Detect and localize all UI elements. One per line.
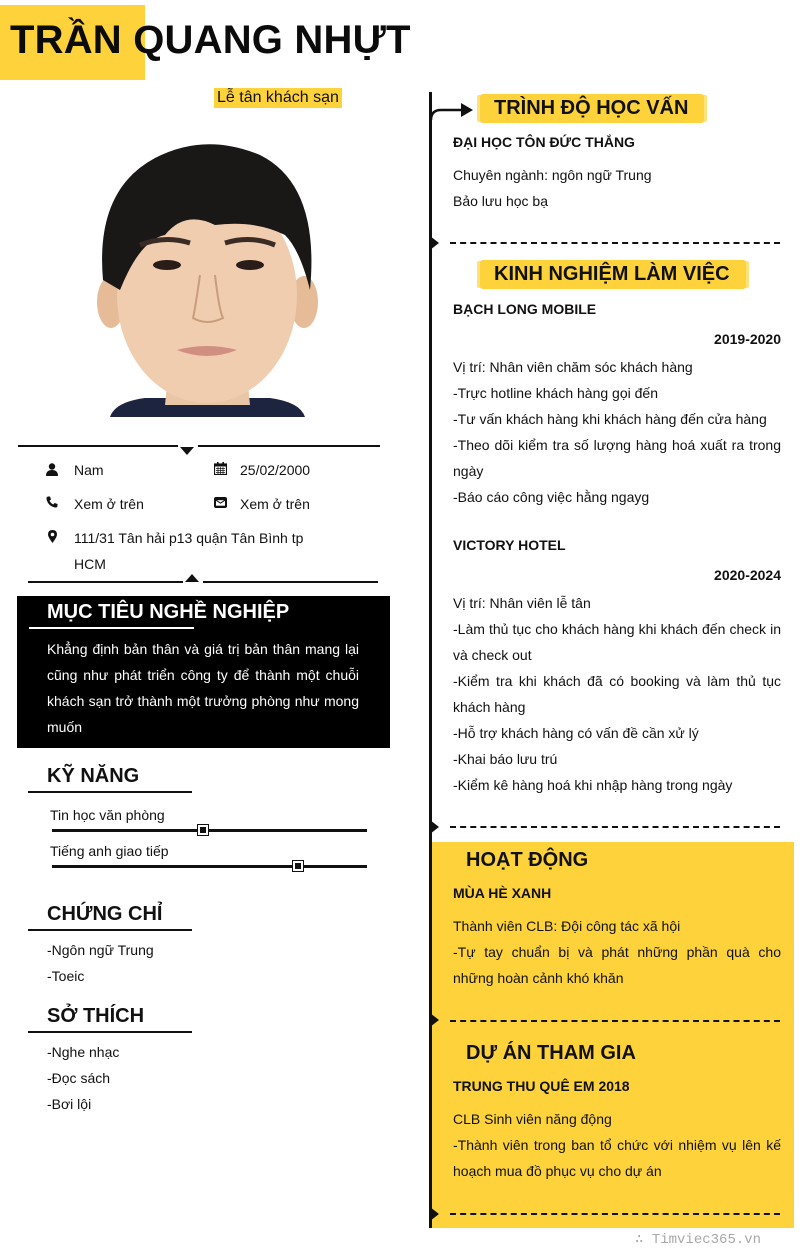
- dashed-divider: [450, 242, 780, 244]
- skills-title: KỸ NĂNG: [47, 765, 140, 787]
- certificate-item: -Toeic: [47, 968, 85, 984]
- divider-line: [198, 445, 380, 447]
- project-line: CLB Sinh viên năng động: [453, 1111, 612, 1127]
- company-name: BẠCH LONG MOBILE: [453, 301, 597, 317]
- section-underline: [28, 791, 192, 793]
- arrow-right-icon: [429, 100, 474, 122]
- experience-title: KINH NGHIỆM LÀM VIỆC: [480, 260, 746, 289]
- email-value: Xem ở trên: [240, 496, 310, 512]
- skill-label: Tin học văn phòng: [50, 807, 165, 823]
- job-line: -Báo cáo công việc hằng ngayg: [453, 489, 650, 505]
- project-name: TRUNG THU QUÊ EM 2018: [453, 1078, 630, 1094]
- candidate-name: TRẦN QUANG NHỰT: [10, 18, 411, 62]
- timeline-marker-icon: [430, 1013, 439, 1027]
- timeline-marker-icon: [430, 1207, 439, 1221]
- job-line: Vị trí: Nhân viên lễ tân: [453, 595, 591, 611]
- job-line: -Làm thủ tục cho khách hàng khi khách đến check in và check out: [453, 621, 781, 663]
- hobbies-title: SỞ THÍCH: [47, 1005, 145, 1027]
- timeline-marker-icon: [430, 236, 439, 250]
- job-period: 2020-2024: [714, 567, 781, 583]
- section-underline: [29, 627, 194, 629]
- portrait-image: [95, 130, 320, 417]
- job-period: 2019-2020: [714, 331, 781, 347]
- job-line: -Theo dõi kiểm tra số lượng hàng hoá xuất ra trong ngày: [453, 437, 781, 479]
- job-line: Vị trí: Nhân viên chăm sóc khách hàng: [453, 359, 693, 375]
- birthday-value: 25/02/2000: [240, 462, 311, 478]
- phone-icon: [45, 495, 59, 509]
- projects-title: DỰ ÁN THAM GIA: [466, 1042, 636, 1064]
- phone-value: Xem ở trên: [74, 496, 144, 512]
- job-line: -Kiểm tra khi khách đã có booking và làm thủ tục khách hàng: [453, 673, 781, 715]
- dashed-divider: [450, 826, 780, 828]
- triangle-up-icon: [185, 574, 199, 582]
- map-marker-icon: [45, 529, 59, 543]
- hobby-item: -Đọc sách: [47, 1070, 111, 1086]
- certificates-title: CHỨNG CHỈ: [47, 903, 163, 925]
- skill-label: Tiếng anh giao tiếp: [50, 843, 169, 859]
- skill-level-handle: [198, 825, 208, 835]
- career-objective-text: Khẳng định bản thân và giá trị bản thân mang lại cũng như phát triển công ty để thành một chuỗi khách sạn trở thành một trưởng phòng như mong muốn: [47, 641, 359, 735]
- watermark: ∴ Timviec365.vn: [635, 1232, 762, 1248]
- skill-bar: [52, 865, 367, 868]
- company-name: VICTORY HOTEL: [453, 537, 566, 553]
- hobby-item: -Nghe nhạc: [47, 1044, 120, 1060]
- dashed-divider: [450, 1213, 780, 1215]
- education-line: Bảo lưu học bạ: [453, 193, 548, 209]
- skill-bar: [52, 829, 367, 832]
- certificate-item: -Ngôn ngữ Trung: [47, 942, 154, 958]
- calendar-icon: [213, 461, 227, 475]
- divider-line: [203, 581, 378, 583]
- address-line2: HCM: [74, 556, 106, 572]
- dashed-divider: [450, 1020, 780, 1022]
- divider-line: [18, 445, 178, 447]
- project-line: -Thành viên trong ban tổ chức với nhiệm vụ lên kế hoạch mua đồ phục vụ cho dự án: [453, 1137, 781, 1179]
- gender-value: Nam: [74, 462, 104, 478]
- timeline-marker-icon: [430, 820, 439, 834]
- section-underline: [28, 1031, 192, 1033]
- school-name: ĐẠI HỌC TÔN ĐỨC THẮNG: [453, 134, 635, 150]
- section-underline: [28, 929, 192, 931]
- timeline-line: [429, 92, 432, 1228]
- job-line: -Trực hotline khách hàng gọi đến: [453, 385, 658, 401]
- job-line: -Tư vấn khách hàng khi khách hàng đến cửa hàng: [453, 411, 767, 427]
- activity-org: MÙA HÈ XANH: [453, 885, 552, 901]
- address-line1: 111/31 Tân hải p13 quận Tân Bình tp: [74, 530, 304, 546]
- activity-line: Thành viên CLB: Đội công tác xã hội: [453, 918, 681, 934]
- triangle-down-icon: [180, 447, 194, 455]
- career-objective-section: [17, 596, 390, 748]
- activities-title: HOẠT ĐỘNG: [466, 849, 589, 871]
- portrait-photo: [95, 130, 320, 417]
- job-line: -Kiểm kê hàng hoá khi nhập hàng trong ngày: [453, 777, 733, 793]
- career-objective-title: MỤC TIÊU NGHỀ NGHIỆP: [47, 601, 290, 623]
- education-line: Chuyên ngành: ngôn ngữ Trung: [453, 167, 652, 183]
- skill-level-handle: [293, 861, 303, 871]
- user-icon: [45, 462, 59, 476]
- envelope-icon: [213, 495, 227, 509]
- education-title: TRÌNH ĐỘ HỌC VẤN: [480, 94, 704, 123]
- activity-line: -Tự tay chuẩn bị và phát những phần quà cho những hoàn cảnh khó khăn: [453, 944, 781, 986]
- hobby-item: -Bơi lội: [47, 1096, 92, 1112]
- job-line: -Khai báo lưu trú: [453, 751, 558, 767]
- job-line: -Hỗ trợ khách hàng có vấn đề cần xử lý: [453, 725, 699, 741]
- divider-line: [28, 581, 183, 583]
- job-title: Lễ tân khách sạn: [214, 88, 342, 108]
